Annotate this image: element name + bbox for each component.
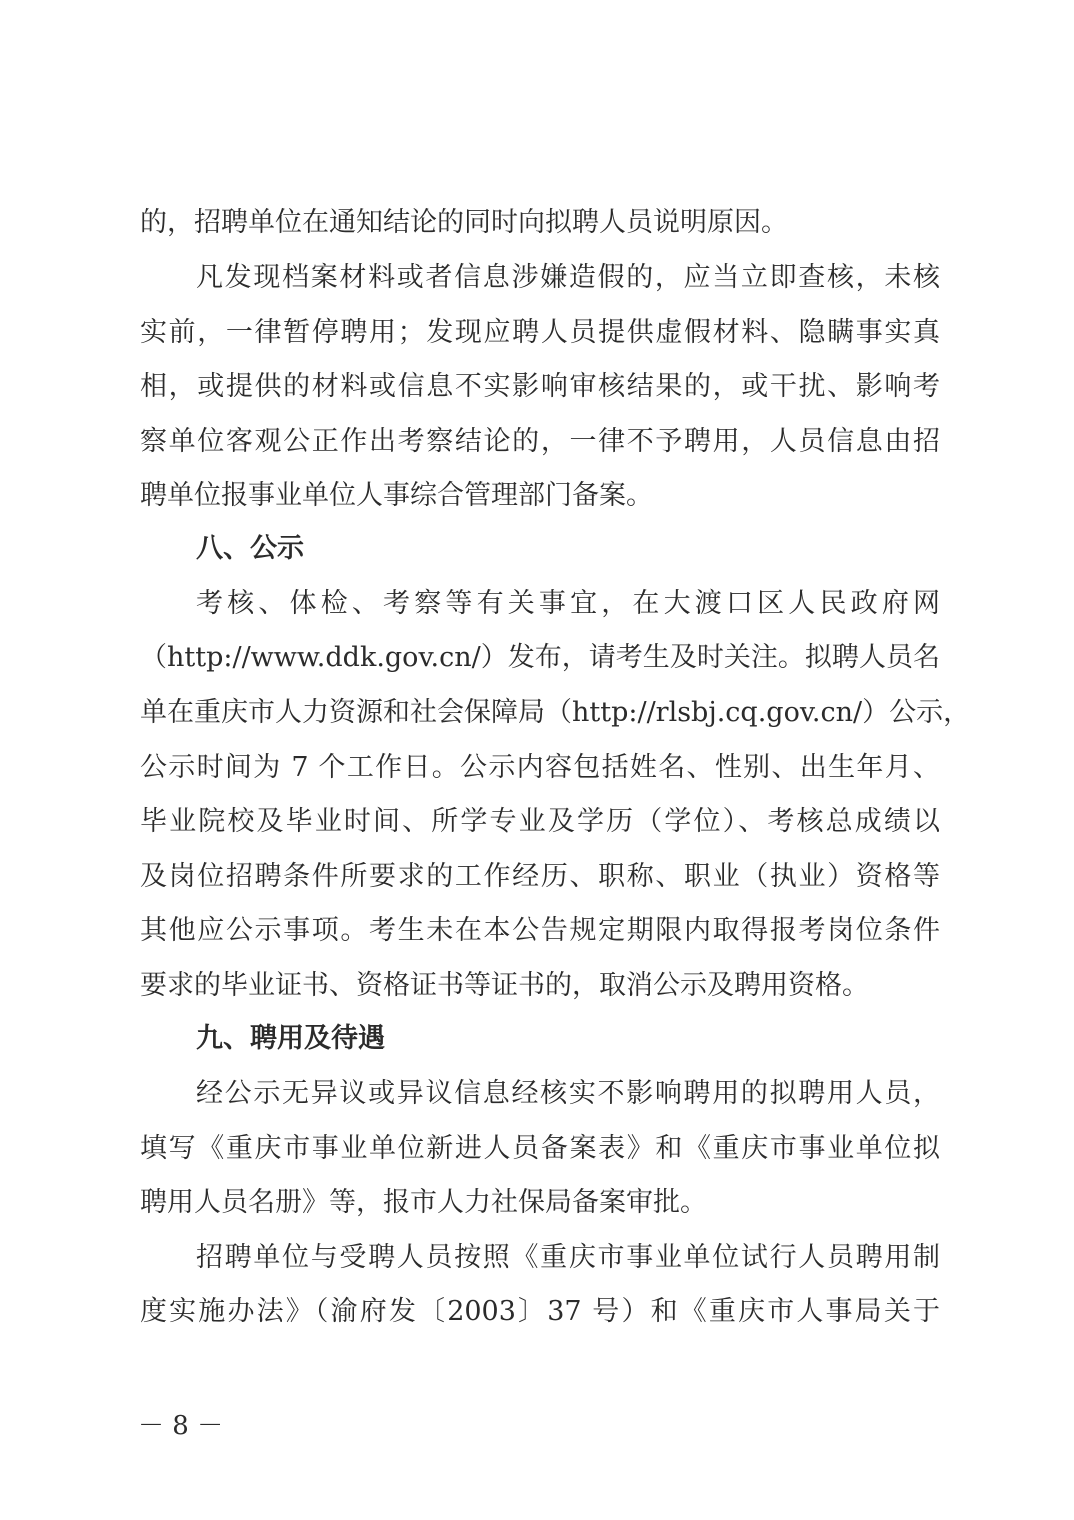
paragraph-line: 其他应公示事项。考生未在本公告规定期限内取得报考岗位条件 (140, 915, 940, 946)
paragraph-line: 实前，一律暂停聘用；发现应聘人员提供虚假材料、隐瞒事实真 (140, 317, 940, 348)
paragraph-line: 聘单位报事业单位人事综合管理部门备案。 (140, 480, 653, 511)
paragraph-line: 单在重庆市人力资源和社会保障局（http://rlsbj.cq.gov.cn/）公示， (140, 697, 971, 728)
paragraph-line: 凡发现档案材料或者信息涉嫌造假的，应当立即查核，未核 (196, 262, 940, 293)
paragraph-line: 及岗位招聘条件所要求的工作经历、职称、职业（执业）资格等 (140, 861, 940, 892)
paragraph-line: 毕业院校及毕业时间、所学专业及学历（学位）、考核总成绩以 (140, 806, 940, 837)
paragraph-line: 经公示无异议或异议信息经核实不影响聘用的拟聘用人员， (196, 1078, 940, 1109)
paragraph-line: 考核、体检、考察等有关事宜，在大渡口区人民政府网 (196, 588, 940, 619)
paragraph-line: 招聘单位与受聘人员按照《重庆市事业单位试行人员聘用制 (196, 1242, 940, 1273)
section-heading-employment: 九、聘用及待遇 (196, 1023, 385, 1054)
paragraph-line: 的，招聘单位在通知结论的同时向拟聘人员说明原因。 (140, 207, 788, 238)
paragraph-line: 要求的毕业证书、资格证书等证书的，取消公示及聘用资格。 (140, 970, 869, 1001)
paragraph-line: 度实施办法》（渝府发〔2003〕37 号）和《重庆市人事局关于 (140, 1296, 940, 1327)
paragraph-line: 填写《重庆市事业单位新进人员备案表》和《重庆市事业单位拟 (140, 1133, 940, 1164)
paragraph-line: （http://www.ddk.gov.cn/）发布，请考生及时关注。拟聘人员名 (140, 642, 940, 673)
paragraph-line: 察单位客观公正作出考察结论的，一律不予聘用，人员信息由招 (140, 426, 940, 457)
paragraph-line: 相，或提供的材料或信息不实影响审核结果的，或干扰、影响考 (140, 371, 940, 402)
page-number: － 8 － (138, 1411, 224, 1441)
paragraph-line: 公示时间为 7 个工作日。公示内容包括姓名、性别、出生年月、 (140, 752, 940, 783)
section-heading-publicity: 八、公示 (196, 533, 304, 564)
paragraph-line: 聘用人员名册》等，报市人力社保局备案审批。 (140, 1187, 707, 1218)
